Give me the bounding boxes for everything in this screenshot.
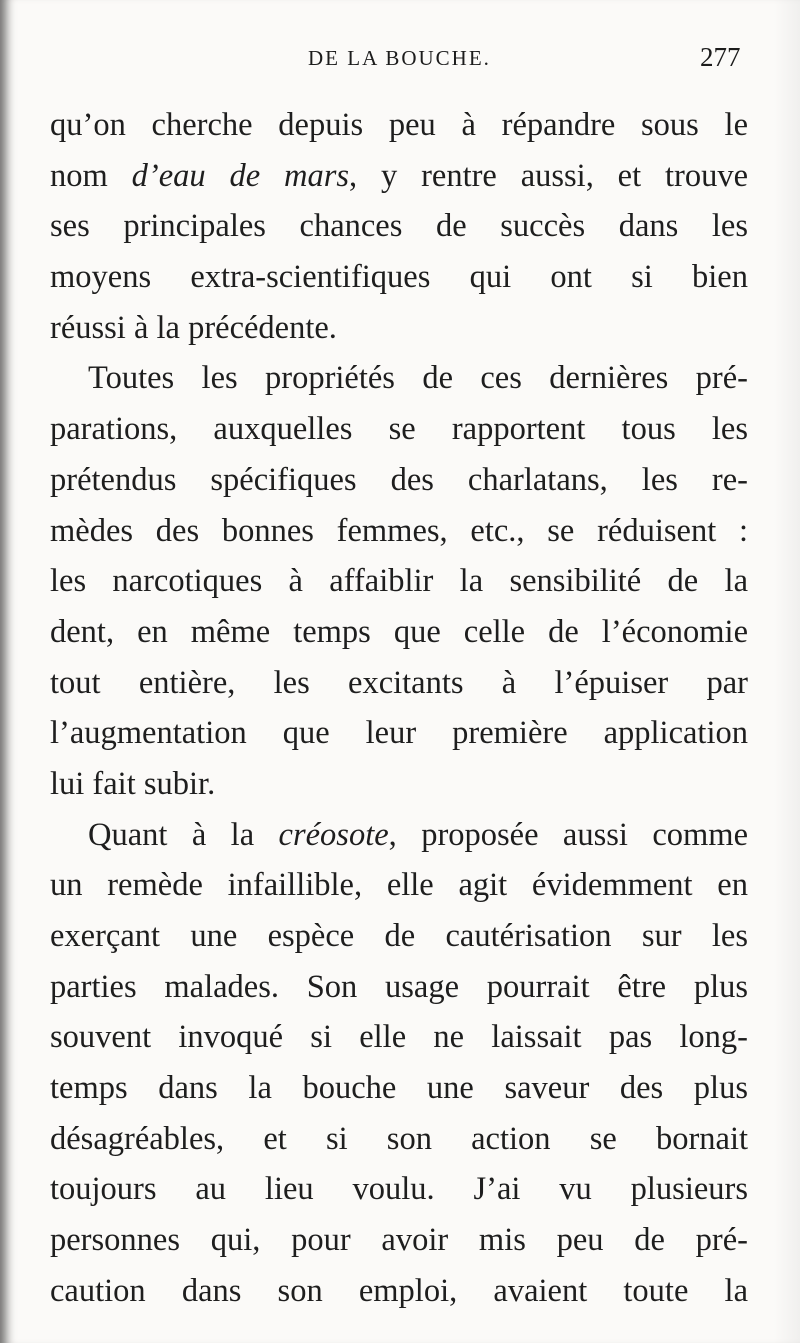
paragraph	[50, 353, 748, 809]
text-line	[50, 1114, 748, 1165]
text-segment: dent, en même temps que celle de l’économie	[50, 613, 748, 650]
text-line	[50, 303, 748, 354]
text-segment: personnes qui, pour avoir mis peu de pré-	[50, 1222, 748, 1259]
text-line	[50, 607, 748, 658]
text-line	[50, 201, 748, 252]
text-segment: nom	[50, 157, 132, 194]
text-line	[50, 506, 748, 557]
text-line	[50, 658, 748, 709]
text-segment: toujours au lieu voulu. J’ai vu plusieurs	[50, 1171, 748, 1208]
text-segment: caution dans son emploi, avaient toute la	[50, 1272, 748, 1309]
text-segment: exerçant une espèce de cautérisation sur les	[50, 918, 748, 954]
page-header	[0, 38, 800, 78]
text-line	[50, 1164, 748, 1215]
text-segment: lui fait subir.	[50, 765, 216, 802]
text-segment: mèdes des bonnes femmes, etc., se réduisent :	[50, 512, 748, 549]
text-line	[50, 810, 748, 861]
text-segment: moyens extra-scientifiques qui ont si bien	[50, 259, 748, 296]
text-segment: souvent invoqué si elle ne laissait pas long-	[50, 1019, 748, 1056]
text-line	[50, 759, 748, 810]
text-segment: les narcotiques à affaiblir la sensibilité de la	[50, 563, 748, 600]
text-line	[50, 556, 748, 607]
text-segment: parations, auxquelles se rapportent tous les	[50, 411, 748, 448]
text-segment: réussi à la précédente.	[50, 309, 337, 346]
text-segment: tout entière, les excitants à l’épuiser par	[50, 664, 748, 701]
text-segment: Toutes les propriétés de ces dernières pré-	[88, 360, 748, 397]
text-line	[50, 860, 748, 911]
text-line	[50, 100, 748, 151]
text-line	[50, 1266, 748, 1317]
text-segment: parties malades. Son usage pourrait être plus	[50, 968, 748, 1005]
text-segment: désagréables, et si son action se bornait	[50, 1120, 748, 1157]
paragraph	[50, 810, 748, 1317]
italic-text: créosote	[278, 816, 389, 853]
text-line	[50, 1012, 748, 1063]
text-line	[50, 1215, 748, 1266]
text-segment: prétendus spécifiques des charlatans, les re-	[50, 461, 748, 498]
text-line	[50, 911, 748, 962]
paragraph	[50, 100, 748, 353]
text-line	[50, 455, 748, 506]
text-line	[50, 151, 748, 202]
text-segment: l’augmentation que leur première application	[50, 715, 748, 752]
text-line	[50, 962, 748, 1013]
text-segment: , y rentre aussi, et trouve	[349, 157, 748, 194]
text-segment: qu’on cherche depuis peu à répandre sous le	[50, 107, 748, 143]
text-segment: , proposée aussi comme	[388, 816, 748, 853]
text-segment: un remède infaillible, elle agit évidemment en	[50, 867, 748, 904]
text-segment: Quant à la	[88, 816, 279, 853]
italic-text: d’eau de mars	[131, 157, 350, 194]
text-line	[50, 353, 748, 404]
body-text	[50, 100, 748, 1317]
text-line	[50, 1063, 748, 1114]
page-number: 277	[700, 42, 741, 72]
text-line	[50, 708, 748, 759]
text-segment: temps dans la bouche une saveur des plus	[50, 1070, 748, 1107]
text-segment: ses principales chances de succès dans les	[50, 208, 748, 245]
running-title: DE LA BOUCHE.	[308, 46, 491, 70]
text-line	[50, 252, 748, 303]
text-line	[50, 404, 748, 455]
